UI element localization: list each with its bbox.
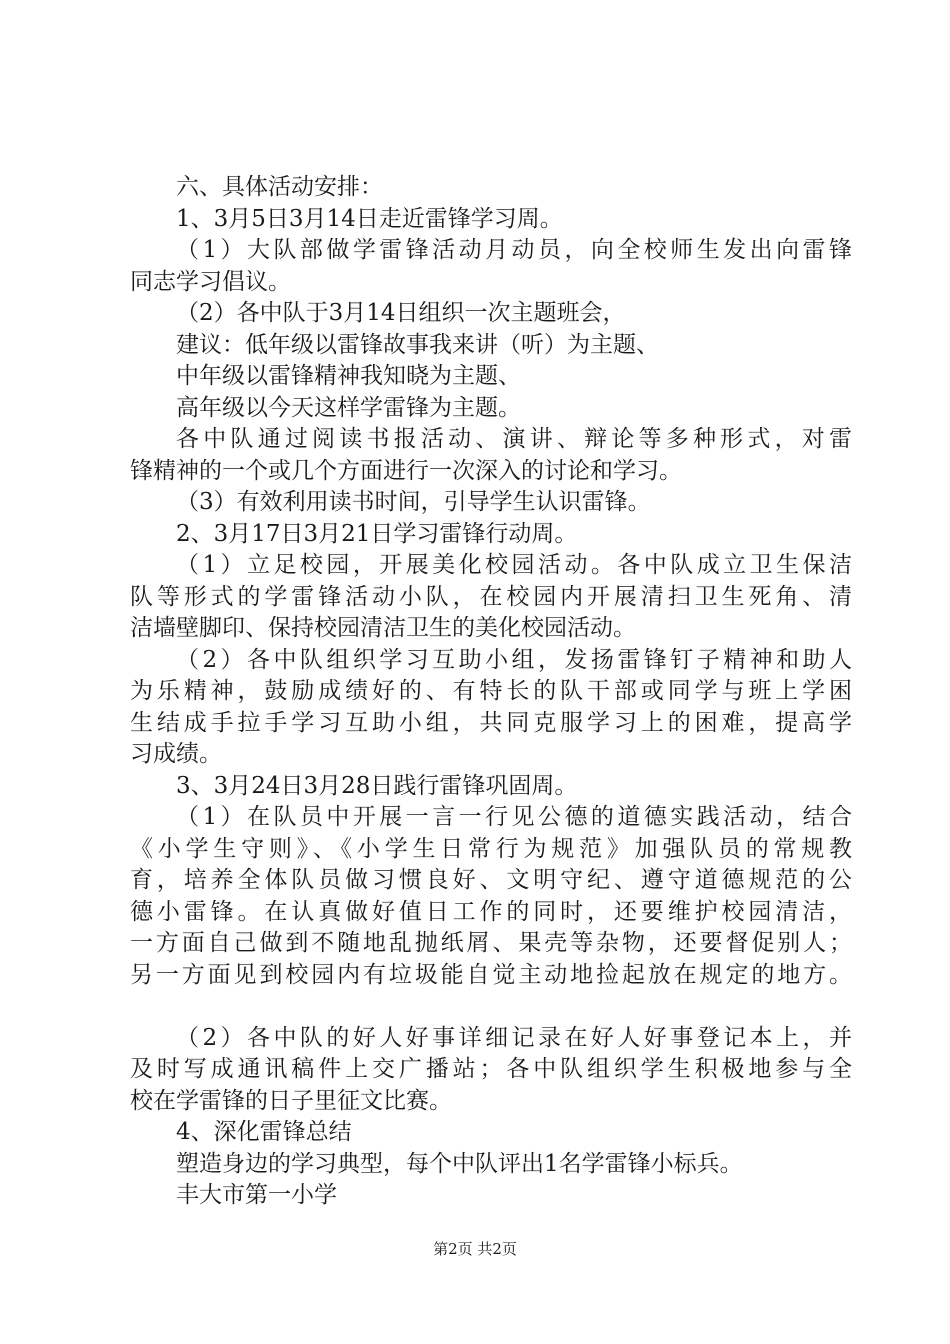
text-line: 队等形式的学雷锋活动小队，在校园内开展清扫卫生死角、清 bbox=[130, 583, 852, 610]
text-line: 各中队通过阅读书报活动、演讲、辩论等多种形式，对雷 bbox=[176, 426, 852, 452]
text-line: 六、具体活动安排： bbox=[176, 174, 383, 200]
page-footer: 第2页 共2页 bbox=[433, 1240, 517, 1258]
text-line: 习成绩。 bbox=[130, 741, 222, 767]
text-line: 建议：低年级以雷锋故事我来讲（听）为主题、 bbox=[176, 331, 659, 358]
text-line: 4、深化雷锋总结 bbox=[176, 1119, 352, 1145]
text-line: 锋精神的一个或几个方面进行一次深入的讨论和学习。 bbox=[130, 457, 682, 484]
text-line: （2）各中队组织学习互助小组，发扬雷锋钉子精神和助人 bbox=[176, 646, 852, 673]
text-line: 塑造身边的学习典型，每个中队评出1名学雷锋小标兵。 bbox=[176, 1150, 743, 1177]
text-line: 校在学雷锋的日子里征文比赛。 bbox=[130, 1087, 452, 1114]
text-line: 丰大市第一小学 bbox=[176, 1182, 337, 1208]
document-body bbox=[130, 172, 852, 1212]
text-line: 2、3月17日3月21日学习雷锋行动周。 bbox=[176, 520, 578, 547]
text-line: 《小学生守则》、《小学生日常行为规范》加强队员的常规教 bbox=[130, 835, 852, 862]
blank-line bbox=[130, 991, 852, 1023]
text-line: 另一方面见到校园内有垃圾能自觉主动地捡起放在规定的地方。 bbox=[130, 961, 852, 988]
text-line: （1）大队部做学雷锋活动月动员，向全校师生发出向雷锋 bbox=[176, 237, 852, 263]
text-line: 3、3月24日3月28日践行雷锋巩固周。 bbox=[176, 772, 578, 799]
text-line: （2）各中队的好人好事详细记录在好人好事登记本上，并 bbox=[176, 1024, 852, 1051]
text-line: （3）有效利用读书时间，引导学生认识雷锋。 bbox=[176, 489, 651, 515]
text-line: 及时写成通讯稿件上交广播站；各中队组织学生积极地参与全 bbox=[130, 1056, 852, 1082]
text-line: 高年级以今天这样学雷锋为主题。 bbox=[176, 394, 521, 421]
text-line: （1）在队员中开展一言一行见公德的道德实践活动，结合 bbox=[176, 804, 852, 830]
text-line: 为乐精神，鼓励成绩好的、有特长的队干部或同学与班上学困 bbox=[130, 678, 852, 704]
text-line: 生结成手拉手学习互助小组，共同克服学习上的困难，提高学 bbox=[130, 709, 852, 736]
text-line: （2）各中队于3月14日组织一次主题班会， bbox=[176, 300, 626, 326]
text-line: 中年级以雷锋精神我知晓为主题、 bbox=[176, 363, 521, 389]
text-line: 同志学习倡议。 bbox=[130, 268, 291, 295]
text-line: 一方面自己做到不随地乱抛纸屑、果壳等杂物，还要督促别人； bbox=[130, 930, 852, 956]
text-line: 德小雷锋。在认真做好值日工作的同时，还要维护校园清洁， bbox=[130, 898, 852, 925]
text-line: 1、3月5日3月14日走近雷锋学习周。 bbox=[176, 205, 563, 232]
text-line: 育，培养全体队员做习惯良好、文明守纪、遵守道德规范的公 bbox=[130, 867, 852, 893]
text-line: 洁墙壁脚印、保持校园清洁卫生的美化校园活动。 bbox=[130, 615, 636, 641]
text-line: （1）立足校园，开展美化校园活动。各中队成立卫生保洁 bbox=[176, 552, 852, 578]
